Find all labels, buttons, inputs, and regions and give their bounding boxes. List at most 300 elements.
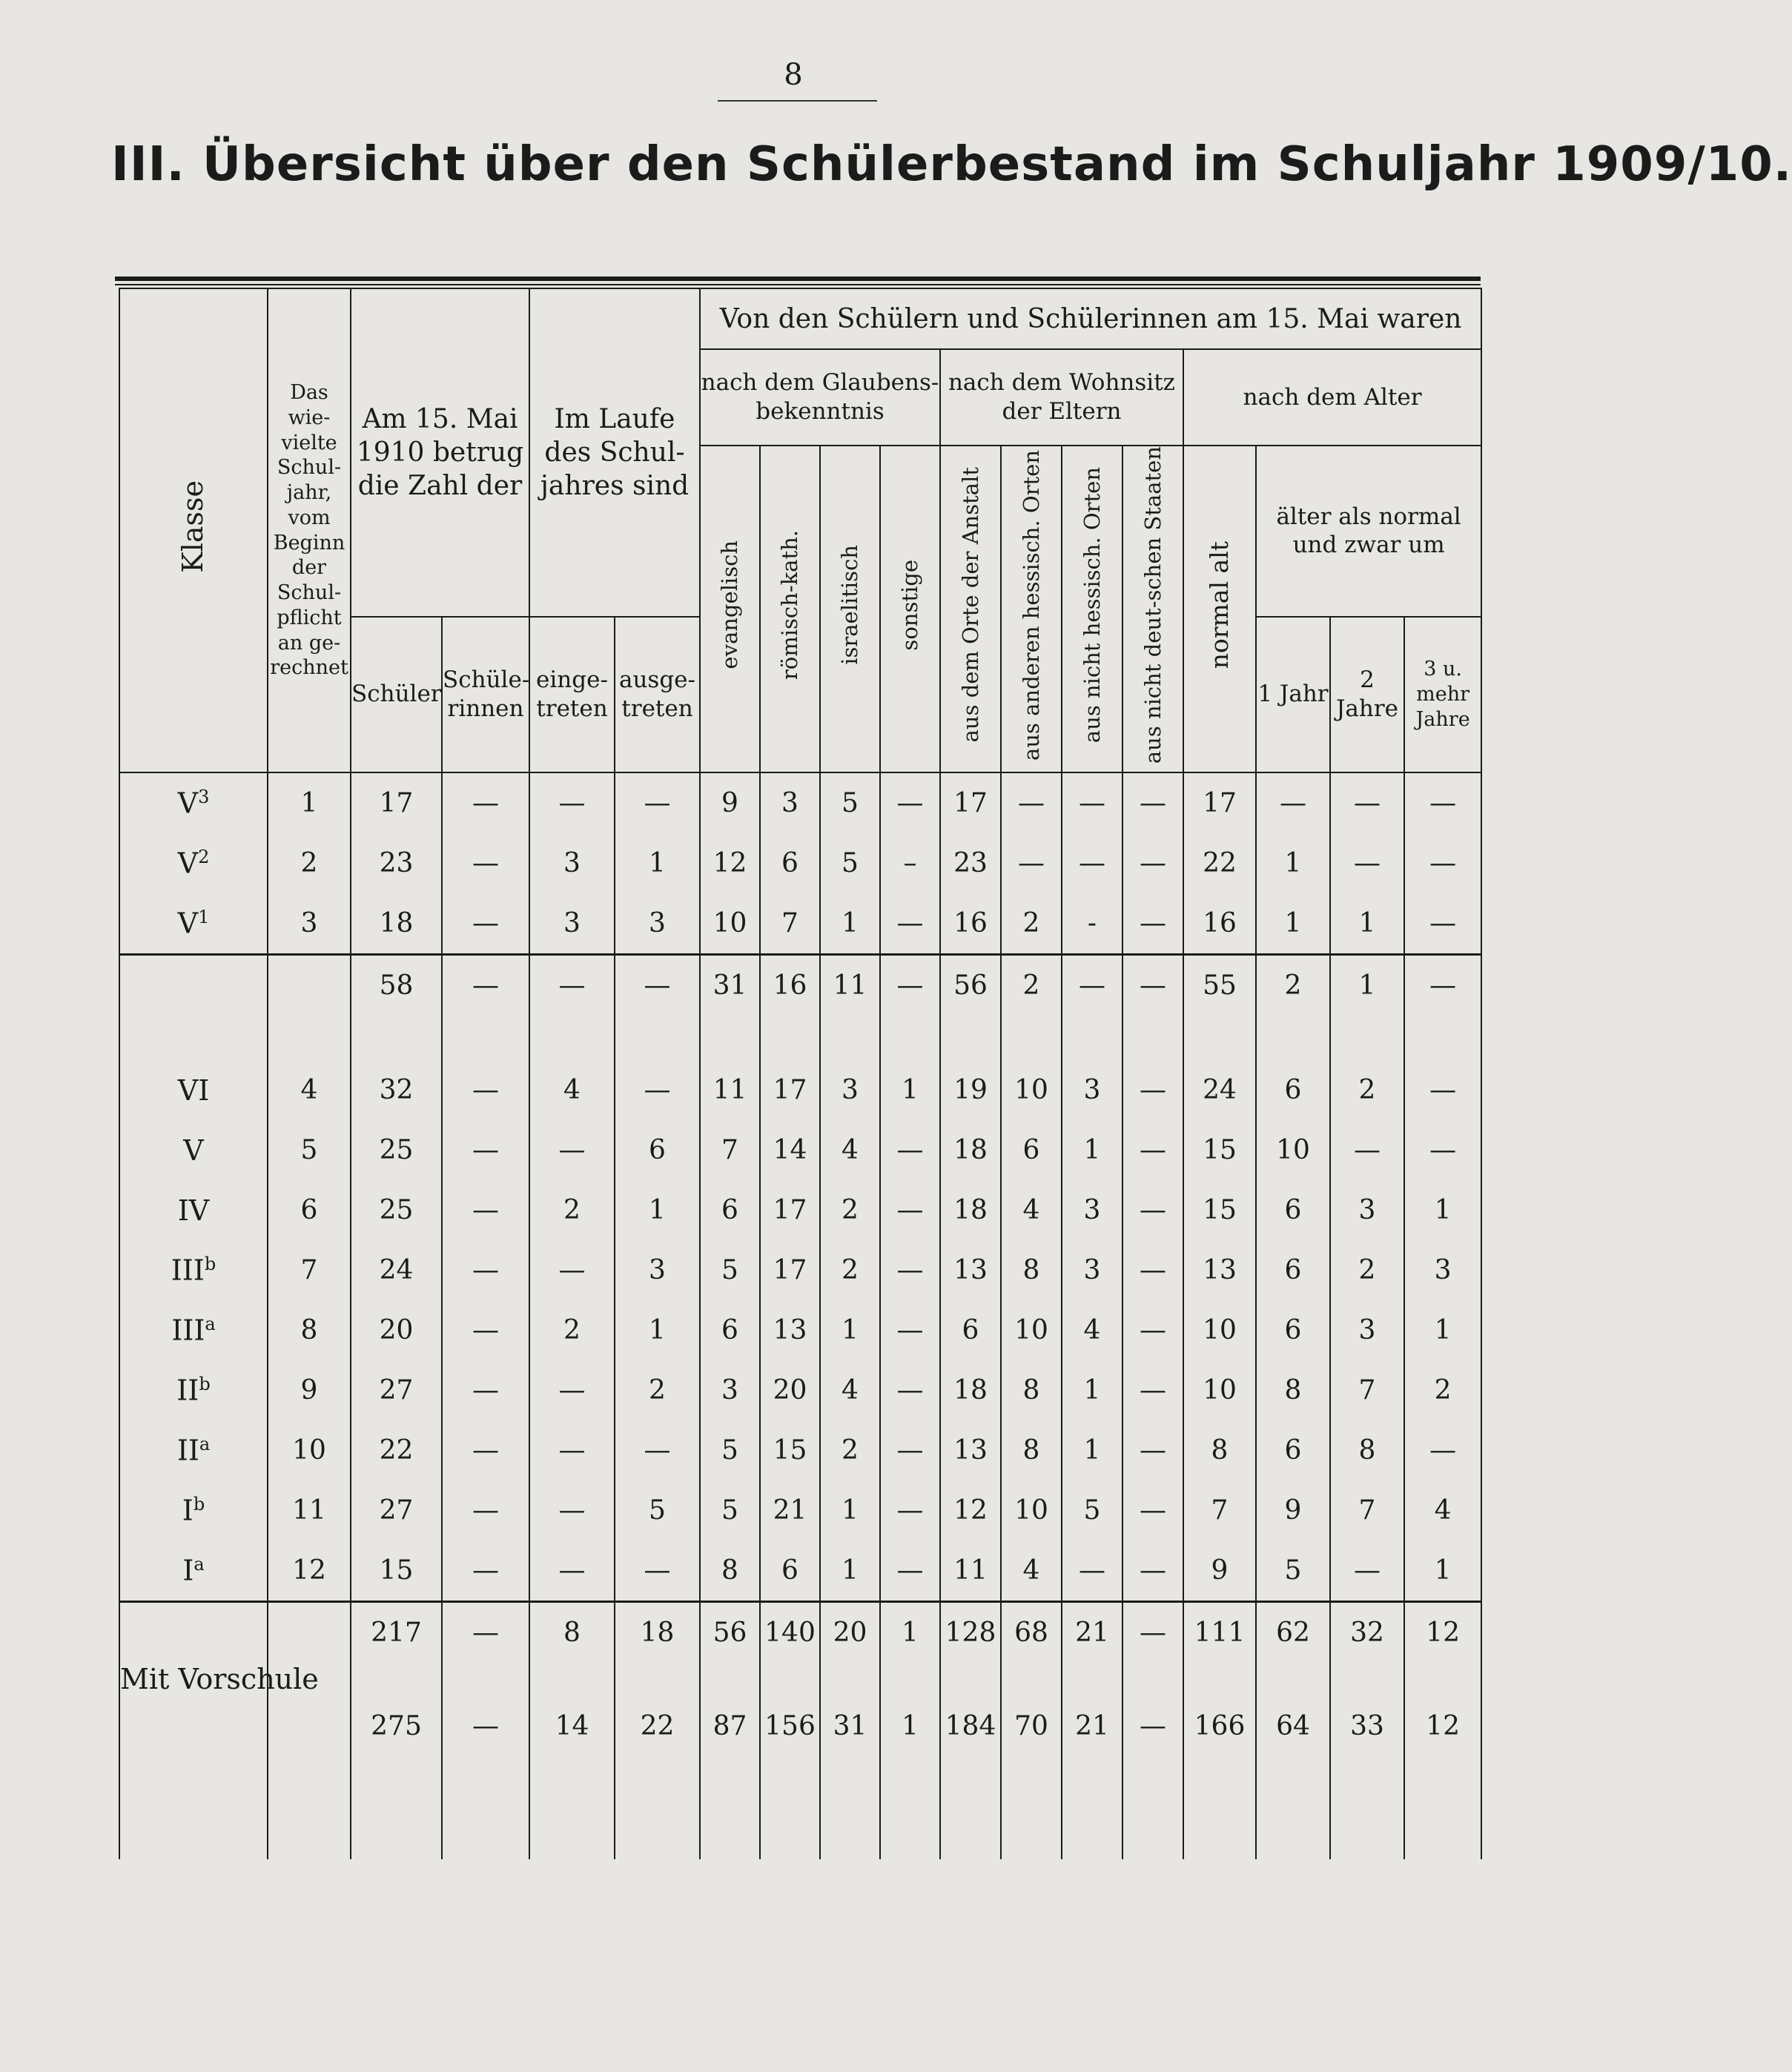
value-cell: 7	[1330, 1480, 1404, 1540]
header-1-jahr: 1 Jahr	[1256, 617, 1330, 773]
value-cell: 1	[880, 1060, 940, 1120]
class-suffix: a	[199, 1434, 211, 1455]
value-cell: —	[880, 955, 940, 1016]
value-cell: —	[442, 1663, 529, 1859]
value-cell: —	[1404, 1120, 1481, 1180]
table-row	[119, 1360, 1481, 1420]
value-cell: 19	[940, 1060, 1001, 1120]
header-schuelerinnen: Schüle-rinnen	[442, 617, 529, 773]
schuljahr-cell	[268, 1602, 351, 1664]
header-roemisch-kath: römisch-kath.	[760, 446, 820, 772]
value-cell: 16	[1183, 893, 1256, 955]
table-row	[119, 833, 1481, 893]
value-cell: 111	[1183, 1602, 1256, 1664]
value-cell: 68	[1001, 1602, 1062, 1664]
class-cell	[119, 1602, 268, 1664]
value-cell: 6	[700, 1300, 760, 1360]
value-cell: 6	[1256, 1420, 1330, 1480]
value-cell: 8	[1001, 1360, 1062, 1420]
value-cell: —	[615, 772, 700, 833]
class-suffix: b	[193, 1494, 205, 1515]
value-cell: 2	[1001, 955, 1062, 1016]
value-cell: 3	[529, 893, 615, 955]
value-cell: 20	[351, 1300, 442, 1360]
value-cell: 5	[1062, 1480, 1123, 1540]
value-cell: 12	[700, 833, 760, 893]
value-cell: 3	[1062, 1180, 1123, 1240]
spacer-row	[119, 1016, 1481, 1060]
value-cell: 20	[760, 1360, 820, 1420]
value-cell: 17	[760, 1240, 820, 1300]
empty-cell	[351, 1016, 442, 1060]
value-cell: 9	[1256, 1480, 1330, 1540]
value-cell: 2	[1330, 1060, 1404, 1120]
value-cell: 17	[760, 1180, 820, 1240]
value-cell: —	[1123, 893, 1183, 955]
value-cell: 10	[1001, 1480, 1062, 1540]
value-cell: 1	[880, 1663, 940, 1859]
value-cell: 8	[1001, 1420, 1062, 1480]
value-cell: 22	[1183, 833, 1256, 893]
empty-cell	[880, 1016, 940, 1060]
value-cell: —	[1330, 1540, 1404, 1602]
value-cell: 8	[1330, 1420, 1404, 1480]
value-cell: 1	[1256, 833, 1330, 893]
value-cell: 17	[1183, 772, 1256, 833]
value-cell: —	[1330, 833, 1404, 893]
value-cell: 21	[1062, 1602, 1123, 1664]
value-cell: —	[1062, 772, 1123, 833]
value-cell: —	[442, 833, 529, 893]
value-cell: 2	[820, 1240, 880, 1300]
value-cell: —	[529, 772, 615, 833]
class-suffix: 2	[198, 847, 210, 868]
value-cell: 9	[700, 772, 760, 833]
value-cell: —	[880, 1180, 940, 1240]
empty-cell	[760, 1016, 820, 1060]
schuljahr-cell: 5	[268, 1120, 351, 1180]
value-cell: 1	[1062, 1420, 1123, 1480]
value-cell: —	[1404, 772, 1481, 833]
empty-cell	[1404, 1016, 1481, 1060]
value-cell: 7	[1183, 1480, 1256, 1540]
value-cell: 1	[1330, 893, 1404, 955]
value-cell: —	[1404, 1060, 1481, 1120]
class-cell: $V^2$	[119, 833, 268, 893]
value-cell: 2	[615, 1360, 700, 1420]
value-cell: —	[880, 893, 940, 955]
value-cell: —	[529, 1240, 615, 1300]
value-cell: —	[1123, 1120, 1183, 1180]
value-cell: 10	[1183, 1300, 1256, 1360]
value-cell: 217	[351, 1602, 442, 1664]
value-cell: 3	[615, 893, 700, 955]
value-cell: —	[1123, 1602, 1183, 1664]
value-cell: 70	[1001, 1663, 1062, 1859]
value-cell: —	[442, 772, 529, 833]
value-cell: 8	[1183, 1420, 1256, 1480]
value-cell: —	[1123, 1180, 1183, 1240]
value-cell: 15	[351, 1540, 442, 1602]
value-cell: 166	[1183, 1663, 1256, 1859]
value-cell: —	[880, 1240, 940, 1300]
value-cell: 6	[1256, 1240, 1330, 1300]
empty-cell	[119, 1016, 268, 1060]
table-row	[119, 1420, 1481, 1480]
value-cell: —	[529, 955, 615, 1016]
value-cell: 6	[1256, 1180, 1330, 1240]
value-cell: —	[1123, 1360, 1183, 1420]
value-cell: 27	[351, 1360, 442, 1420]
header-von-den: Von den Schülern und Schülerinnen am 15. Mai waren	[700, 288, 1481, 349]
top-rule	[115, 277, 1481, 281]
value-cell: 4	[1001, 1540, 1062, 1602]
value-cell: 4	[1062, 1300, 1123, 1360]
student-statistics-table	[119, 288, 1482, 1859]
empty-cell	[1183, 1016, 1256, 1060]
value-cell: 16	[940, 893, 1001, 955]
page-number: 8	[784, 58, 803, 92]
value-cell: 14	[760, 1120, 820, 1180]
value-cell: 140	[760, 1602, 820, 1664]
table-row	[119, 1120, 1481, 1180]
value-cell: —	[529, 1420, 615, 1480]
class-suffix: 1	[198, 907, 210, 928]
value-cell: —	[529, 1360, 615, 1420]
value-cell: 4	[820, 1120, 880, 1180]
value-cell: —	[442, 1060, 529, 1120]
value-cell: 1	[1062, 1120, 1123, 1180]
value-cell: 2	[1404, 1360, 1481, 1420]
value-cell: —	[880, 772, 940, 833]
value-cell: 6	[615, 1120, 700, 1180]
value-cell: 25	[351, 1120, 442, 1180]
value-cell: —	[880, 1120, 940, 1180]
top-rule-thin	[115, 284, 1481, 285]
value-cell: —	[880, 1300, 940, 1360]
value-cell: 3	[529, 833, 615, 893]
value-cell: —	[1404, 893, 1481, 955]
value-cell: 17	[351, 772, 442, 833]
value-cell: 55	[1183, 955, 1256, 1016]
value-cell: 24	[1183, 1060, 1256, 1120]
value-cell: 11	[820, 955, 880, 1016]
value-cell: 10	[1256, 1120, 1330, 1180]
header-glaubensbekenntnis: nach dem Glaubens-bekenntnis	[700, 349, 940, 446]
empty-cell	[940, 1016, 1001, 1060]
value-cell: 12	[940, 1480, 1001, 1540]
value-cell: 1	[615, 1180, 700, 1240]
empty-cell	[1330, 1016, 1404, 1060]
header-aus-nicht-hessisch: aus nicht hessisch. Orten	[1062, 446, 1123, 772]
value-cell: 9	[1183, 1540, 1256, 1602]
value-cell: 7	[760, 893, 820, 955]
value-cell: —	[615, 955, 700, 1016]
value-cell: —	[442, 1120, 529, 1180]
value-cell: 128	[940, 1602, 1001, 1664]
value-cell: 18	[940, 1180, 1001, 1240]
value-cell: 2	[529, 1180, 615, 1240]
value-cell: —	[880, 1360, 940, 1420]
value-cell: 13	[760, 1300, 820, 1360]
value-cell: 184	[940, 1663, 1001, 1859]
value-cell: 18	[351, 893, 442, 955]
value-cell: 87	[700, 1663, 760, 1859]
value-cell: 20	[820, 1602, 880, 1664]
class-cell	[119, 955, 268, 1016]
value-cell: 5	[700, 1420, 760, 1480]
class-cell: $I^b$	[119, 1480, 268, 1540]
value-cell: 32	[1330, 1602, 1404, 1664]
value-cell: 17	[940, 772, 1001, 833]
class-cell: $V^3$	[119, 772, 268, 833]
header-3-jahre: 3 u. mehr Jahre	[1404, 617, 1481, 773]
value-cell: 275	[351, 1663, 442, 1859]
empty-cell	[1256, 1016, 1330, 1060]
value-cell: —	[442, 1240, 529, 1300]
value-cell: —	[615, 1060, 700, 1120]
value-cell: 17	[760, 1060, 820, 1120]
empty-cell	[1062, 1016, 1123, 1060]
value-cell: 1	[1062, 1360, 1123, 1420]
value-cell: 3	[1062, 1060, 1123, 1120]
value-cell: —	[442, 1420, 529, 1480]
mit-vorschule-row	[119, 1663, 1481, 1859]
value-cell: 3	[820, 1060, 880, 1120]
value-cell: 33	[1330, 1663, 1404, 1859]
value-cell: 13	[1183, 1240, 1256, 1300]
value-cell: —	[1123, 1663, 1183, 1859]
header-klasse: Klasse	[119, 288, 268, 772]
value-cell: —	[1123, 955, 1183, 1016]
empty-cell	[820, 1016, 880, 1060]
empty-cell	[615, 1016, 700, 1060]
value-cell: —	[1123, 1300, 1183, 1360]
value-cell: 62	[1256, 1602, 1330, 1664]
value-cell: 6	[760, 1540, 820, 1602]
value-cell: —	[615, 1540, 700, 1602]
value-cell: 18	[940, 1360, 1001, 1420]
value-cell: 3	[615, 1240, 700, 1300]
value-cell: 10	[1001, 1300, 1062, 1360]
value-cell: 6	[1256, 1300, 1330, 1360]
value-cell: —	[1062, 1540, 1123, 1602]
value-cell: 1	[820, 1300, 880, 1360]
table-row	[119, 893, 1481, 955]
schuljahr-cell: 10	[268, 1420, 351, 1480]
class-cell: $II^a$	[119, 1420, 268, 1480]
value-cell: 6	[1001, 1120, 1062, 1180]
value-cell: —	[1123, 833, 1183, 893]
header-evangelisch: evangelisch	[700, 446, 760, 772]
value-cell: 21	[1062, 1663, 1123, 1859]
value-cell: 5	[1256, 1540, 1330, 1602]
value-cell: —	[442, 1602, 529, 1664]
value-cell: 10	[700, 893, 760, 955]
value-cell: —	[880, 1540, 940, 1602]
value-cell: —	[442, 893, 529, 955]
value-cell: —	[1404, 1420, 1481, 1480]
value-cell: 2	[820, 1180, 880, 1240]
class-cell: $I^a$	[119, 1540, 268, 1602]
value-cell: 22	[615, 1663, 700, 1859]
value-cell: 3	[1404, 1240, 1481, 1300]
class-cell: $V^1$	[119, 893, 268, 955]
class-cell: VI	[119, 1060, 268, 1120]
value-cell: 6	[1256, 1060, 1330, 1120]
value-cell: 2	[1256, 955, 1330, 1016]
table-row	[119, 1060, 1481, 1120]
value-cell: 24	[351, 1240, 442, 1300]
schuljahr-cell: 3	[268, 893, 351, 955]
class-cell: V	[119, 1120, 268, 1180]
value-cell: 2	[529, 1300, 615, 1360]
value-cell: 1	[820, 1540, 880, 1602]
header-aus-nicht-deutsch: aus nicht deut-schen Staaten	[1123, 446, 1183, 772]
mit-vorschule-label: Mit Vorschule	[119, 1663, 268, 1859]
value-cell: 18	[940, 1120, 1001, 1180]
value-cell: 1	[1404, 1300, 1481, 1360]
value-cell: 8	[1256, 1360, 1330, 1420]
value-cell: —	[1062, 955, 1123, 1016]
value-cell: —	[1123, 1540, 1183, 1602]
class-suffix: 3	[198, 787, 210, 808]
header-aelter: älter als normal und zwar um	[1256, 446, 1481, 617]
value-cell: 15	[1183, 1180, 1256, 1240]
value-cell: 12	[1404, 1663, 1481, 1859]
value-cell: —	[1062, 833, 1123, 893]
value-cell: 2	[1330, 1240, 1404, 1300]
empty-cell	[529, 1016, 615, 1060]
value-cell: 7	[700, 1120, 760, 1180]
value-cell: —	[442, 1360, 529, 1420]
schuljahr-cell: 2	[268, 833, 351, 893]
value-cell: 56	[940, 955, 1001, 1016]
sum-row	[119, 1602, 1481, 1664]
value-cell: 56	[700, 1602, 760, 1664]
value-cell: 3	[1330, 1180, 1404, 1240]
value-cell: 15	[760, 1420, 820, 1480]
schuljahr-cell	[268, 955, 351, 1016]
value-cell: 1	[615, 1300, 700, 1360]
value-cell: 6	[940, 1300, 1001, 1360]
class-suffix: a	[194, 1554, 205, 1575]
value-cell: —	[1123, 1240, 1183, 1300]
value-cell: —	[442, 1540, 529, 1602]
value-cell: 4	[820, 1360, 880, 1420]
table-row	[119, 1300, 1481, 1360]
value-cell: 4	[529, 1060, 615, 1120]
value-cell: —	[1123, 772, 1183, 833]
value-cell: 1	[820, 893, 880, 955]
value-cell: 31	[700, 955, 760, 1016]
header-alter: nach dem Alter	[1183, 349, 1481, 446]
class-suffix: b	[199, 1374, 211, 1395]
value-cell: —	[1001, 833, 1062, 893]
schuljahr-cell: 11	[268, 1480, 351, 1540]
header-normal-alt: normal alt	[1183, 446, 1256, 772]
schuljahr-cell: 6	[268, 1180, 351, 1240]
value-cell: 3	[1062, 1240, 1123, 1300]
page-number-rule	[718, 100, 877, 102]
value-cell: 5	[700, 1480, 760, 1540]
empty-cell	[268, 1016, 351, 1060]
value-cell: 22	[351, 1420, 442, 1480]
value-cell: 13	[940, 1240, 1001, 1300]
value-cell: 16	[760, 955, 820, 1016]
class-cell: III$^a$	[119, 1300, 268, 1360]
value-cell: 5	[820, 833, 880, 893]
value-cell: 1	[1404, 1180, 1481, 1240]
value-cell: 8	[700, 1540, 760, 1602]
schuljahr-cell: 4	[268, 1060, 351, 1120]
header-aus-hessisch: aus anderen hessisch. Orten	[1001, 446, 1062, 772]
header-im-laufe: Im Laufe des Schul-jahres sind	[529, 288, 700, 617]
value-cell: 1	[1404, 1540, 1481, 1602]
value-cell: 58	[351, 955, 442, 1016]
header-schueler: Schüler	[351, 617, 442, 773]
value-cell: —	[880, 1480, 940, 1540]
value-cell: 1	[880, 1602, 940, 1664]
table-row	[119, 1540, 1481, 1602]
value-cell: —	[529, 1540, 615, 1602]
header-wohnsitz: nach dem Wohnsitz der Eltern	[940, 349, 1183, 446]
value-cell: 156	[760, 1663, 820, 1859]
value-cell: 14	[529, 1663, 615, 1859]
value-cell: 5	[820, 772, 880, 833]
table-row	[119, 1180, 1481, 1240]
value-cell: 8	[529, 1602, 615, 1664]
value-cell: —	[1330, 1120, 1404, 1180]
value-cell: —	[529, 1120, 615, 1180]
page-title: III. Übersicht über den Schülerbestand im Schuljahr 1909/10.	[111, 137, 1792, 192]
value-cell: —	[1123, 1480, 1183, 1540]
value-cell: 31	[820, 1663, 880, 1859]
value-cell: —	[1123, 1060, 1183, 1120]
value-cell: 10	[1001, 1060, 1062, 1120]
value-cell: —	[442, 1180, 529, 1240]
value-cell: 1	[1256, 893, 1330, 955]
empty-cell	[1123, 1016, 1183, 1060]
value-cell: 64	[1256, 1663, 1330, 1859]
value-cell: 21	[760, 1480, 820, 1540]
schuljahr-cell: 12	[268, 1540, 351, 1602]
value-cell: —	[442, 1480, 529, 1540]
class-cell: IV	[119, 1180, 268, 1240]
header-ausgetreten: ausge-treten	[615, 617, 700, 773]
value-cell: 8	[1001, 1240, 1062, 1300]
value-cell: 18	[615, 1602, 700, 1664]
value-cell: —	[1123, 1420, 1183, 1480]
value-cell: 10	[1183, 1360, 1256, 1420]
value-cell: 13	[940, 1420, 1001, 1480]
class-suffix: a	[205, 1314, 216, 1335]
value-cell: -	[1062, 893, 1123, 955]
header-2-jahre: 2 Jahre	[1330, 617, 1404, 773]
empty-cell	[700, 1016, 760, 1060]
value-cell: 3	[760, 772, 820, 833]
value-cell: 2	[1001, 893, 1062, 955]
header-sonstige: sonstige	[880, 446, 940, 772]
value-cell: 4	[1404, 1480, 1481, 1540]
class-suffix: b	[204, 1254, 216, 1275]
value-cell: 25	[351, 1180, 442, 1240]
value-cell: –	[880, 833, 940, 893]
header-am-mai: Am 15. Mai 1910 betrug die Zahl der	[351, 288, 529, 617]
value-cell: 1	[615, 833, 700, 893]
value-cell: 3	[1330, 1300, 1404, 1360]
class-cell: $II^b$	[119, 1360, 268, 1420]
